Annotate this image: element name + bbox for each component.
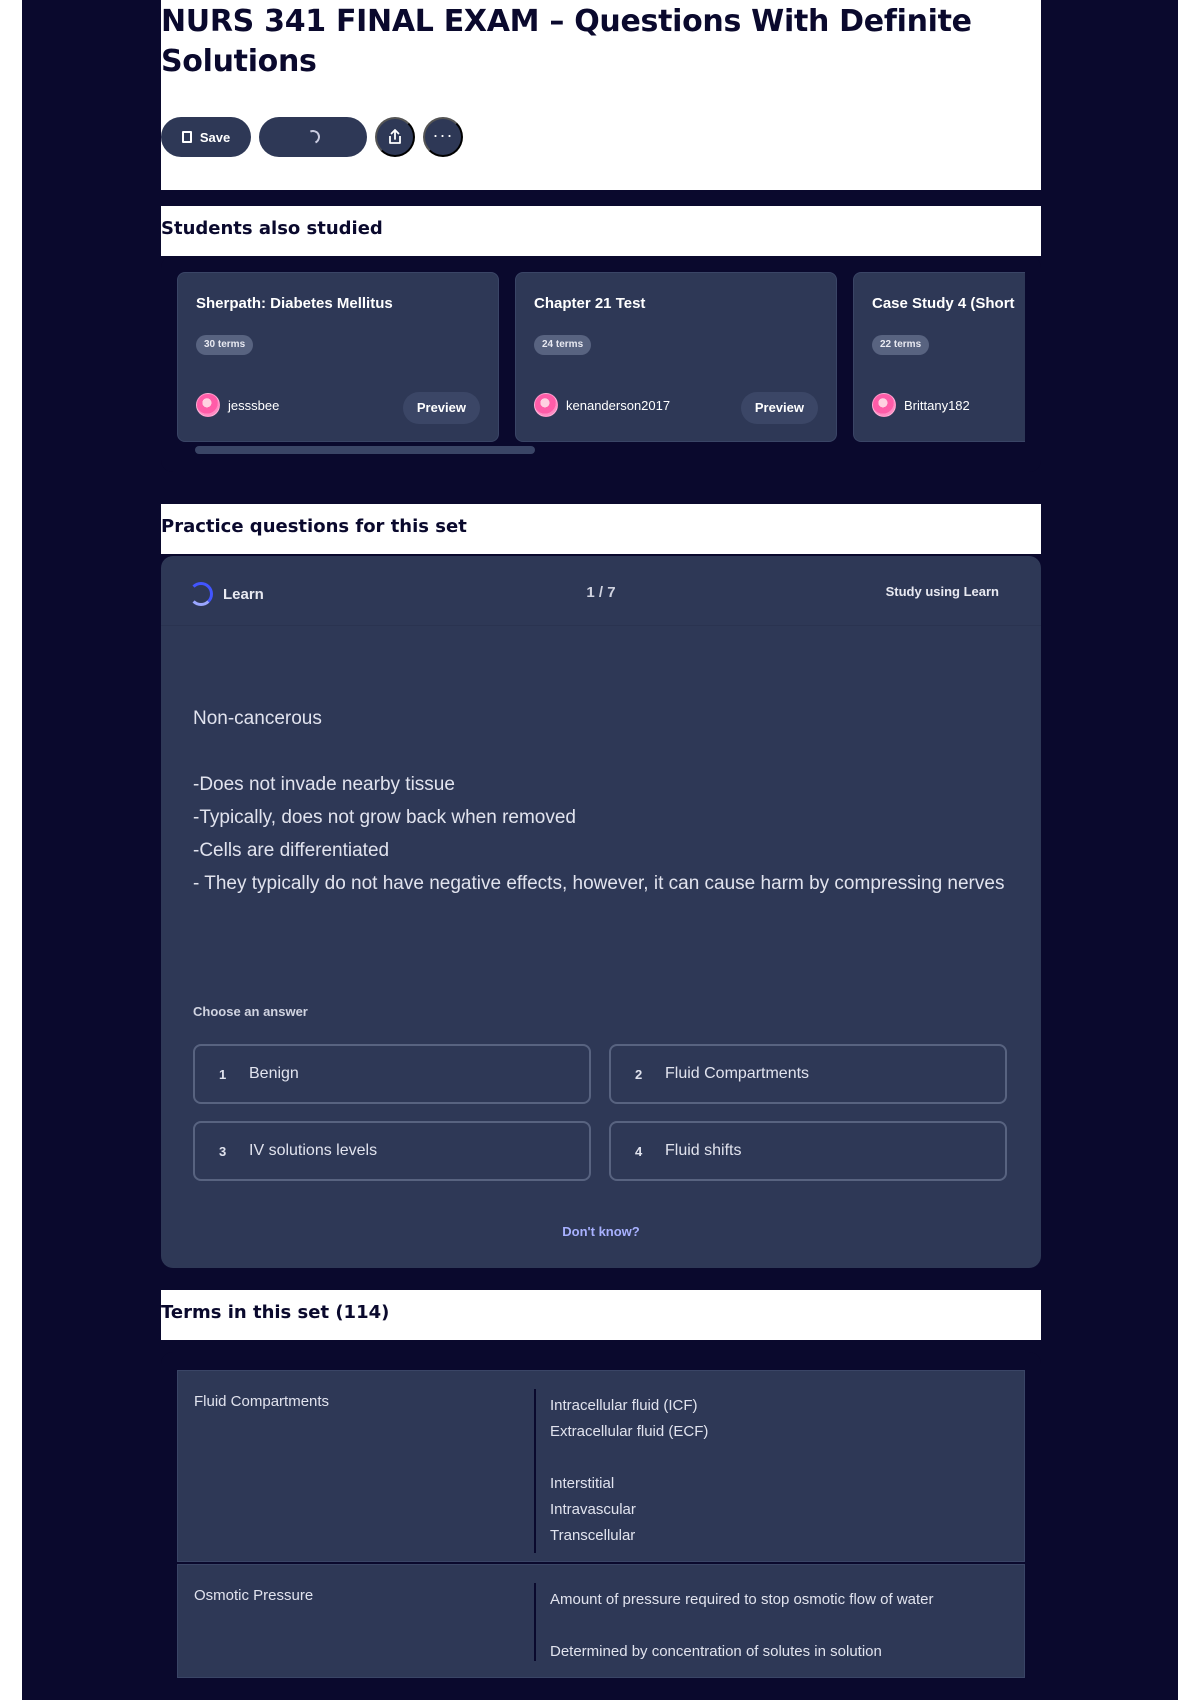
answer-text: Benign [249,1065,299,1082]
term-row [177,1564,1025,1678]
definition-line: Amount of pressure required to stop osmotic flow of water [550,1591,934,1608]
card-author[interactable] [872,393,970,417]
question-line: -Does not invade nearby tissue [193,774,455,795]
question-line [193,735,1013,768]
question-line: -Typically, does not grow back when removed [193,807,576,828]
question-progress: 1 / 7 [586,584,616,601]
carousel-scrollbar-thumb[interactable] [195,446,535,454]
term-definition [550,1393,708,1549]
study-using-learn-link[interactable]: Study using Learn [885,584,999,599]
practice-questions-section [161,504,1041,554]
term-word: Osmotic Pressure [194,1587,314,1604]
dont-know-link[interactable]: Don't know? [562,1224,640,1239]
definition-line: Extracellular fluid (ECF) [550,1423,709,1440]
answer-text: Fluid Compartments [665,1065,810,1082]
preview-button[interactable]: Preview [403,392,480,424]
definition-line [550,1445,708,1471]
question-line: Non-cancerous [193,708,322,729]
terms-list [161,1352,1041,1700]
answer-text: Fluid shifts [665,1142,742,1159]
terms-count-badge: 24 terms [534,335,591,355]
section-heading: Terms in this set (114) [161,1302,390,1323]
card-author[interactable] [534,393,670,417]
author-name: jesssbee [228,397,280,413]
answer-number: 4 [635,1143,643,1159]
terms-section [161,1290,1041,1340]
term-divider [534,1389,536,1553]
term-row [177,1370,1025,1562]
question-line: -Cells are differentiated [193,840,390,861]
choose-answer-label: Choose an answer [193,1004,308,1019]
avatar [534,393,558,417]
definition-line: Intravascular [550,1501,636,1518]
learn-mode-text: Learn [223,585,264,603]
terms-count-badge: 30 terms [196,335,253,355]
set-header [161,0,1041,190]
answer-options [193,1044,1007,1181]
study-set-card[interactable] [853,272,1025,442]
author-name: Brittany182 [904,397,970,413]
preview-button[interactable]: Preview [741,392,818,424]
answer-option[interactable] [193,1121,591,1181]
section-heading: Practice questions for this set [161,516,467,537]
study-set-card[interactable] [177,272,499,442]
section-heading: Students also studied [161,218,383,239]
term-word: Fluid Compartments [194,1393,330,1410]
answer-number: 1 [219,1066,227,1082]
save-label: Save [199,129,231,145]
card-title: Chapter 21 Test [534,295,646,312]
students-also-studied-section [161,206,1041,256]
avatar [872,393,896,417]
study-set-card[interactable] [515,272,837,442]
card-title: Case Study 4 (Short [872,295,1015,312]
share-button[interactable] [375,117,415,157]
answer-number: 3 [219,1143,227,1159]
definition-line: Transcellular [550,1527,636,1544]
answer-option[interactable] [609,1044,1007,1104]
definition-line: Intracellular fluid (ICF) [550,1397,698,1414]
terms-count-badge: 22 terms [872,335,929,355]
learn-question-panel [161,556,1041,1268]
answer-option[interactable] [609,1121,1007,1181]
definition-line: Interstitial [550,1475,615,1492]
definition-line: Determined by concentration of solutes in solution [550,1643,882,1660]
studied-carousel [161,256,1041,472]
page-title: NURS 341 FINAL EXAM – Questions With Definite Solutions [161,4,972,79]
card-author[interactable] [196,393,279,417]
author-name: kenanderson2017 [566,397,671,413]
term-divider [534,1583,536,1661]
spinner-icon [304,128,322,146]
definition-line [550,1613,934,1639]
bookmark-icon [182,131,192,143]
answer-option[interactable] [193,1044,591,1104]
question-line: - They typically do not have negative effects, however, it can cause harm by compressing nerves [193,873,1005,894]
loading-button[interactable] [259,117,367,157]
avatar [196,393,220,417]
answer-number: 2 [635,1066,643,1082]
header-actions [161,117,463,157]
card-title: Sherpath: Diabetes Mellitus [196,295,393,312]
more-options-button[interactable] [423,117,463,157]
save-button[interactable] [161,117,251,157]
share-icon [386,128,404,146]
more-dots-icon: ··· [432,125,454,145]
question-prompt [193,702,1013,900]
learn-toolbar [161,556,1041,626]
answer-text: IV solutions levels [249,1142,378,1159]
term-definition [550,1587,934,1665]
